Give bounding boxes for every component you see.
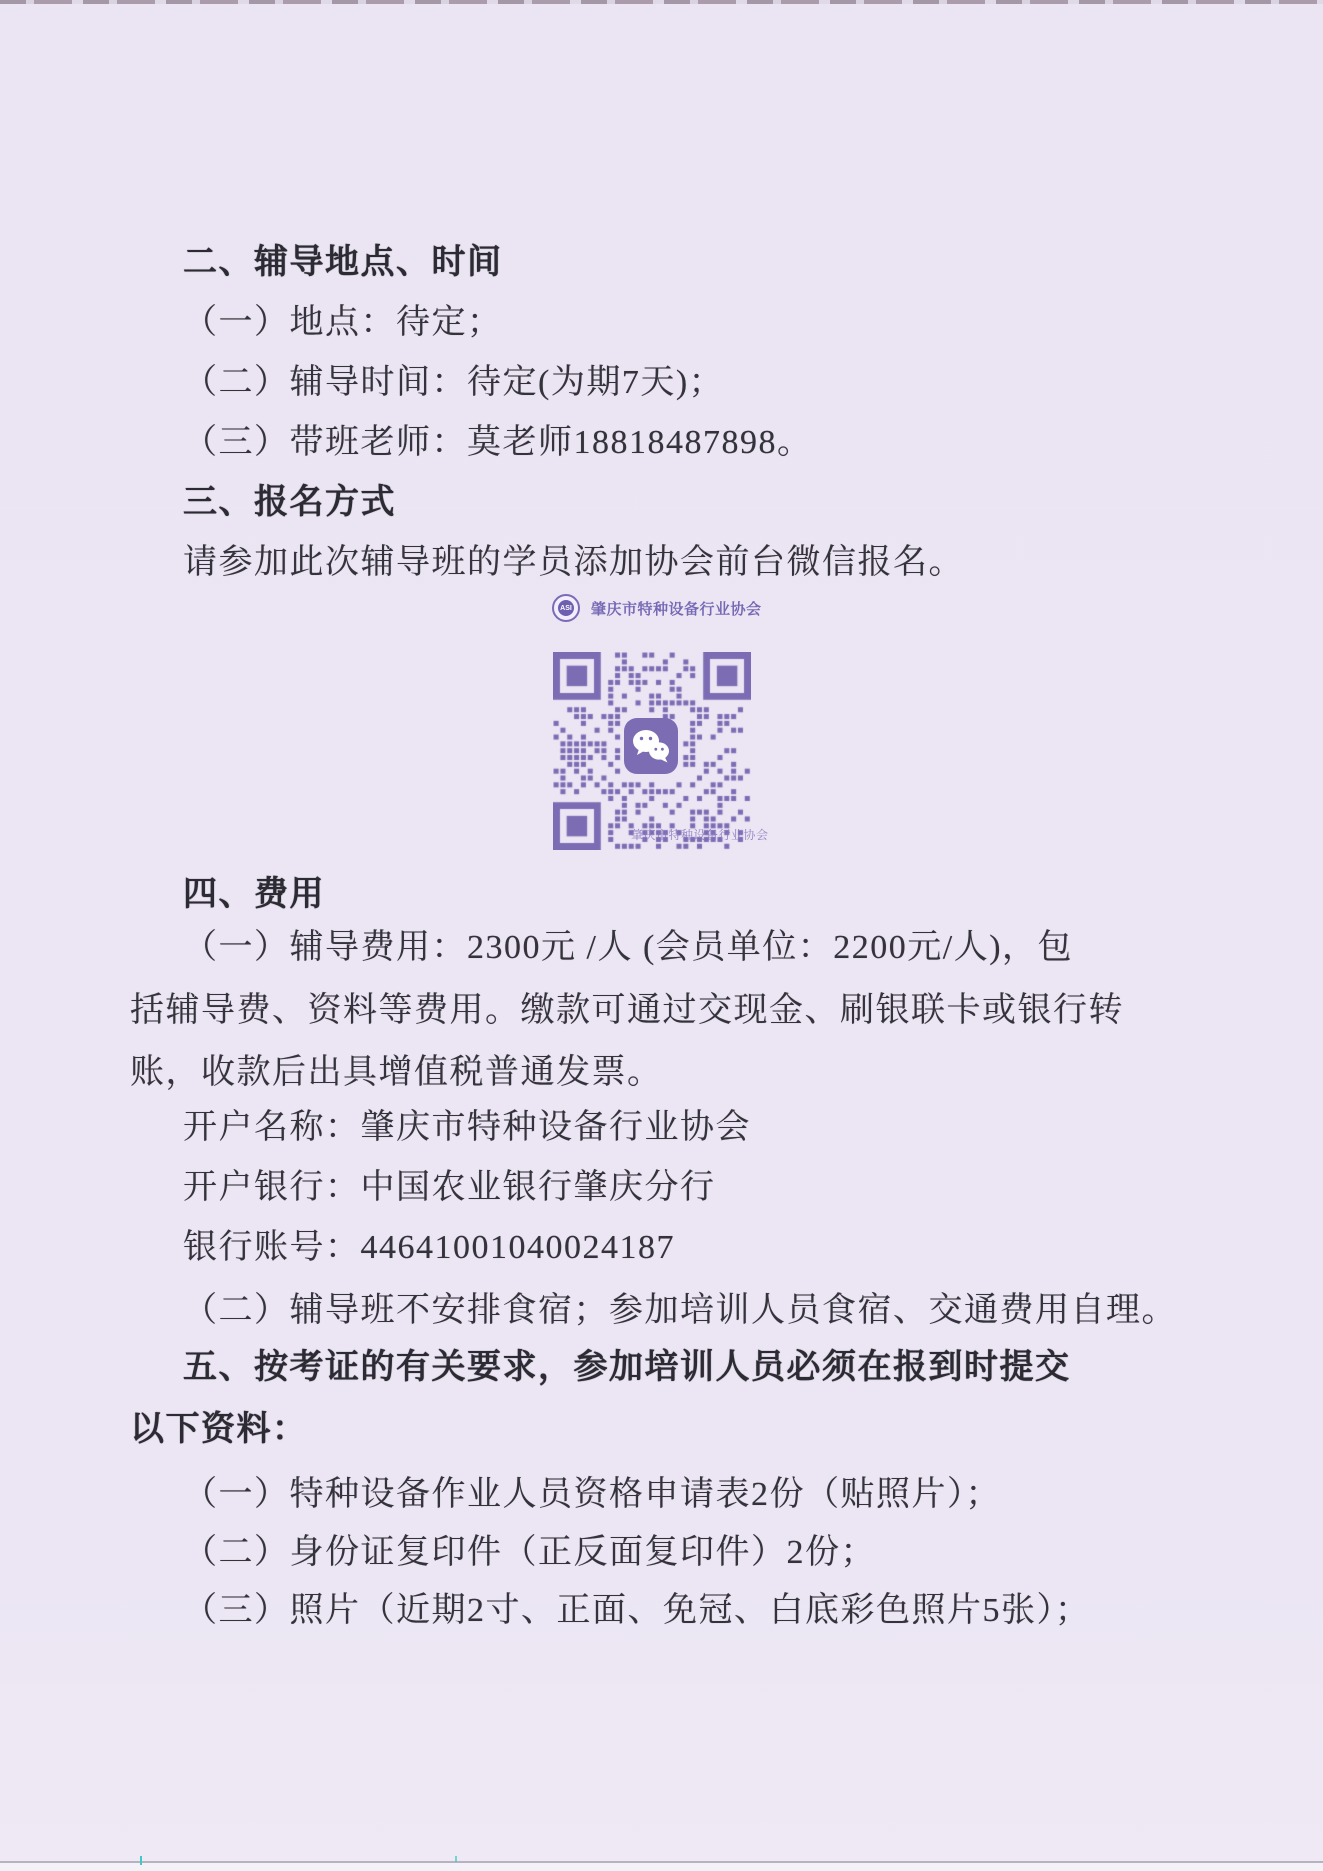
wechat-qr-code xyxy=(553,652,769,850)
scan-bottom-paper-edge xyxy=(0,1863,1323,1871)
line-location: （一）地点：待定； xyxy=(183,304,503,341)
scan-cyan-tick xyxy=(455,1856,457,1862)
line-bank-account-number: 银行账号：44641001040024187 xyxy=(183,1229,675,1266)
qr-caption-label: 肇庆市特种设备行业协会 xyxy=(631,828,769,842)
heading-fees: 四、费用 xyxy=(183,876,325,913)
line-photos: （三）照片（近期2寸、正面、免冠、白底彩色照片5张）； xyxy=(183,1592,1091,1629)
scan-top-edge-artifact xyxy=(0,0,1323,4)
wechat-bubbles-glyph xyxy=(631,728,671,764)
heading-required-materials: 五、按考证的有关要求，参加培训人员必须在报到时提交 xyxy=(183,1349,1071,1386)
heading-materials-continued: 以下资料： xyxy=(130,1411,308,1448)
heading-location-time: 二、辅导地点、时间 xyxy=(183,244,503,281)
line-fee-invoice: 账，收款后出具增值税普通发票。 xyxy=(130,1054,663,1091)
qr-header xyxy=(552,594,762,622)
line-lodging-note: （二）辅导班不安排食宿；参加培训人员食宿、交通费用自理。 xyxy=(183,1292,1177,1329)
line-fee-amount: （一）辅导费用：2300元 /人 (会员单位：2200元/人)，包 xyxy=(183,929,1074,966)
line-schedule: （二）辅导时间：待定(为期7天)； xyxy=(183,364,725,401)
line-application-form: （一）特种设备作业人员资格申请表2份（贴照片）； xyxy=(183,1476,1001,1513)
line-bank-name: 开户银行：中国农业银行肇庆分行 xyxy=(183,1169,716,1206)
heading-registration: 三、报名方式 xyxy=(183,484,396,521)
scan-cyan-tick xyxy=(140,1856,142,1865)
line-registration-note: 请参加此次辅导班的学员添加协会前台微信报名。 xyxy=(183,544,964,581)
wechat-icon xyxy=(624,718,678,774)
association-logo-icon: ASI xyxy=(552,594,580,622)
line-id-copies: （二）身份证复印件（正反面复印件）2份； xyxy=(183,1534,876,1571)
qr-org-name-label: 肇庆市特种设备行业协会 xyxy=(591,600,762,618)
line-fee-includes: 括辅导费、资料等费用。缴款可通过交现金、刷银联卡或银行转 xyxy=(130,992,1124,1029)
line-account-name: 开户名称：肇庆市特种设备行业协会 xyxy=(183,1109,751,1146)
line-teacher-phone: （三）带班老师：莫老师18818487898。 xyxy=(183,424,813,461)
